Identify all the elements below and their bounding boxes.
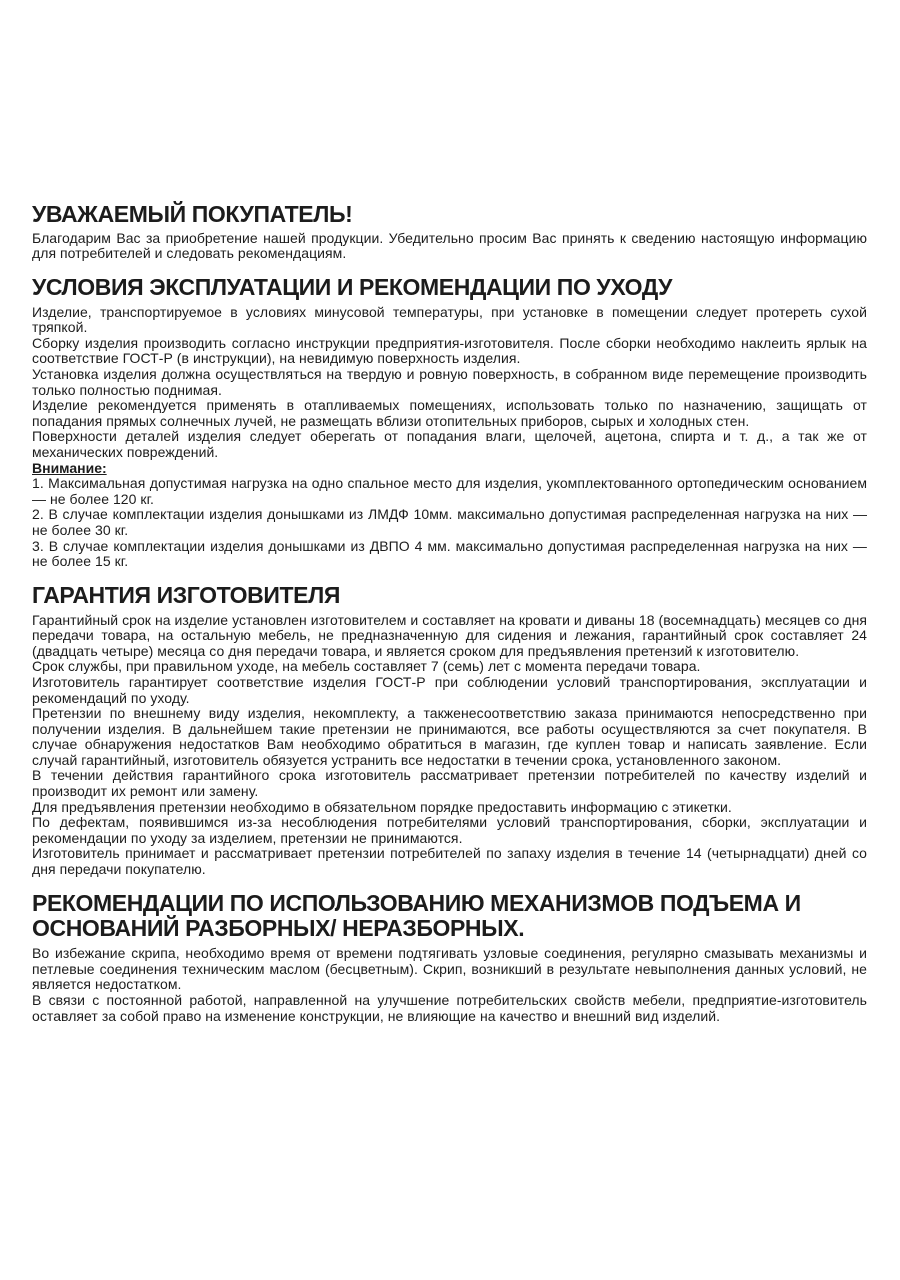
paragraph: Гарантийный срок на изделие установлен изготовителем и составляет на кровати и диваны 18 (восемнадцать) месяцев со дня передачи товара, на остальную мебель, не предназначенную для сидения и лежания, гарантийный срок составляет 24 (двадцать четыре) месяца со дня передачи товара, и является сроком для предъявления претензий к изготовителю.	[32, 611, 867, 659]
paragraph: Претензии по внешнему виду изделия, некомплекту, а такженесоответствию заказа принимаются непосредственно при получении изделия. В дальнейшем такие претензии не принимаются, все работы осуществляются за счет покупателя. В случае обнаружения недостатков Вам необходимо обратиться в магазин, где куплен товар и написать заявление. Если случай гарантийный, изготовитель обязуется устранить все недостатки в течении срока, установленного законом.	[32, 705, 867, 768]
section-warranty-heading: ГАРАНТИЯ ИЗГОТОВИТЕЛЯ	[32, 581, 340, 608]
paragraph: Установка изделия должна осуществляться на твердую и ровную поверхность, в собранном виде перемещение производить только полностью поднимая.	[32, 366, 867, 398]
paragraph: Поверхности деталей изделия следует оберегать от попадания влаги, щелочей, ацетона, спирта и т. д., а так же от механических повреждений.	[32, 428, 867, 461]
section-dear-customer-heading: УВАЖАЕМЫЙ ПОКУПАТЕЛЬ!	[32, 201, 353, 227]
paragraph: Благодарим Вас за приобретение нашей продукции. Убедительно просим Вас принять к сведению настоящую информацию для потребителей и следовать рекомендациям.	[32, 229, 867, 262]
paragraph: Сборку изделия производить согласно инструкции предприятия-изготовителя. После сборки необходимо наклеить ярлык на соответствие ГОСТ-Р (в инструкции), на невидимую поверхность изделия.	[32, 334, 867, 367]
paragraph: В течении действия гарантийного срока изготовитель рассматривает претензии потребителей по качеству изделий и производит их ремонт или замену.	[32, 767, 867, 800]
section-usage-care-heading: УСЛОВИЯ ЭКСПЛУАТАЦИИ И РЕКОМЕНДАЦИИ ПО УХОДУ	[32, 273, 673, 300]
section-mechanisms-heading: РЕКОМЕНДАЦИИ ПО ИСПОЛЬЗОВАНИЮ МЕХАНИЗМОВ ПОДЪЕМА И ОСНОВАНИЙ РАЗБОРНЫХ/ НЕРАЗБОРНЫХ.	[32, 889, 801, 942]
paragraph: В связи с постоянной работой, направленной на улучшение потребительских свойств мебели, предприятие-изготовитель оставляет за собой право на изменение конструкции, не влияющие на качество и внешний вид изделий.	[32, 991, 867, 1024]
paragraph: Изготовитель гарантирует соответствие изделия ГОСТ-Р при соблюдении условий транспортирования, эксплуатации и рекомендаций по уходу.	[32, 673, 867, 706]
paragraph: Изделие рекомендуется применять в отапливаемых помещениях, использовать только по назначению, защищать от попадания прямых солнечных лучей, не размещать вблизи отопительных приборов, сырых и холодных стен.	[32, 397, 867, 429]
paragraph: Для предъявления претензии необходимо в обязательном порядке предоставить информацию с этикетки.	[32, 798, 732, 815]
attention-item: 3. В случае комплектации изделия донышками из ДВПО 4 мм. максимально допустимая распределенная нагрузка на них — не более 15 кг.	[32, 537, 867, 570]
attention-item: 1. Максимальная допустимая нагрузка на одно спальное место для изделия, укомплектованного ортопедическим основанием — не более 120 кг.	[32, 475, 867, 507]
paragraph: Изготовитель принимает и рассматривает претензии потребителей по запаху изделия в течение 14 (четырнадцати) дней со дня передачи покупателю.	[32, 845, 867, 878]
paragraph: Во избежание скрипа, необходимо время от времени подтягивать узловые соединения, регулярно смазывать механизмы и петлевые соединения техническим маслом (бесцветным). Скрип, возникший в результате невыполнения данных условий, не является недостатком.	[32, 945, 867, 993]
paragraph: Изделие, транспортируемое в условиях минусовой температуры, при установке в помещении следует протереть сухой тряпкой.	[32, 303, 867, 336]
paragraph: Срок службы, при правильном уходе, на мебель составляет 7 (семь) лет с момента передачи товара.	[32, 658, 701, 675]
paragraph: По дефектам, появившимся из-за несоблюдения потребителями условий транспортирования, сборки, эксплуатации и рекомендации по уходу за изделием, претензии не принимаются.	[32, 814, 867, 846]
attention-label: Внимание:	[32, 459, 107, 476]
attention-item: 2. В случае комплектации изделия донышками из ЛМДФ 10мм. максимально допустимая распределенная нагрузка на них — не более 30 кг.	[32, 506, 867, 538]
